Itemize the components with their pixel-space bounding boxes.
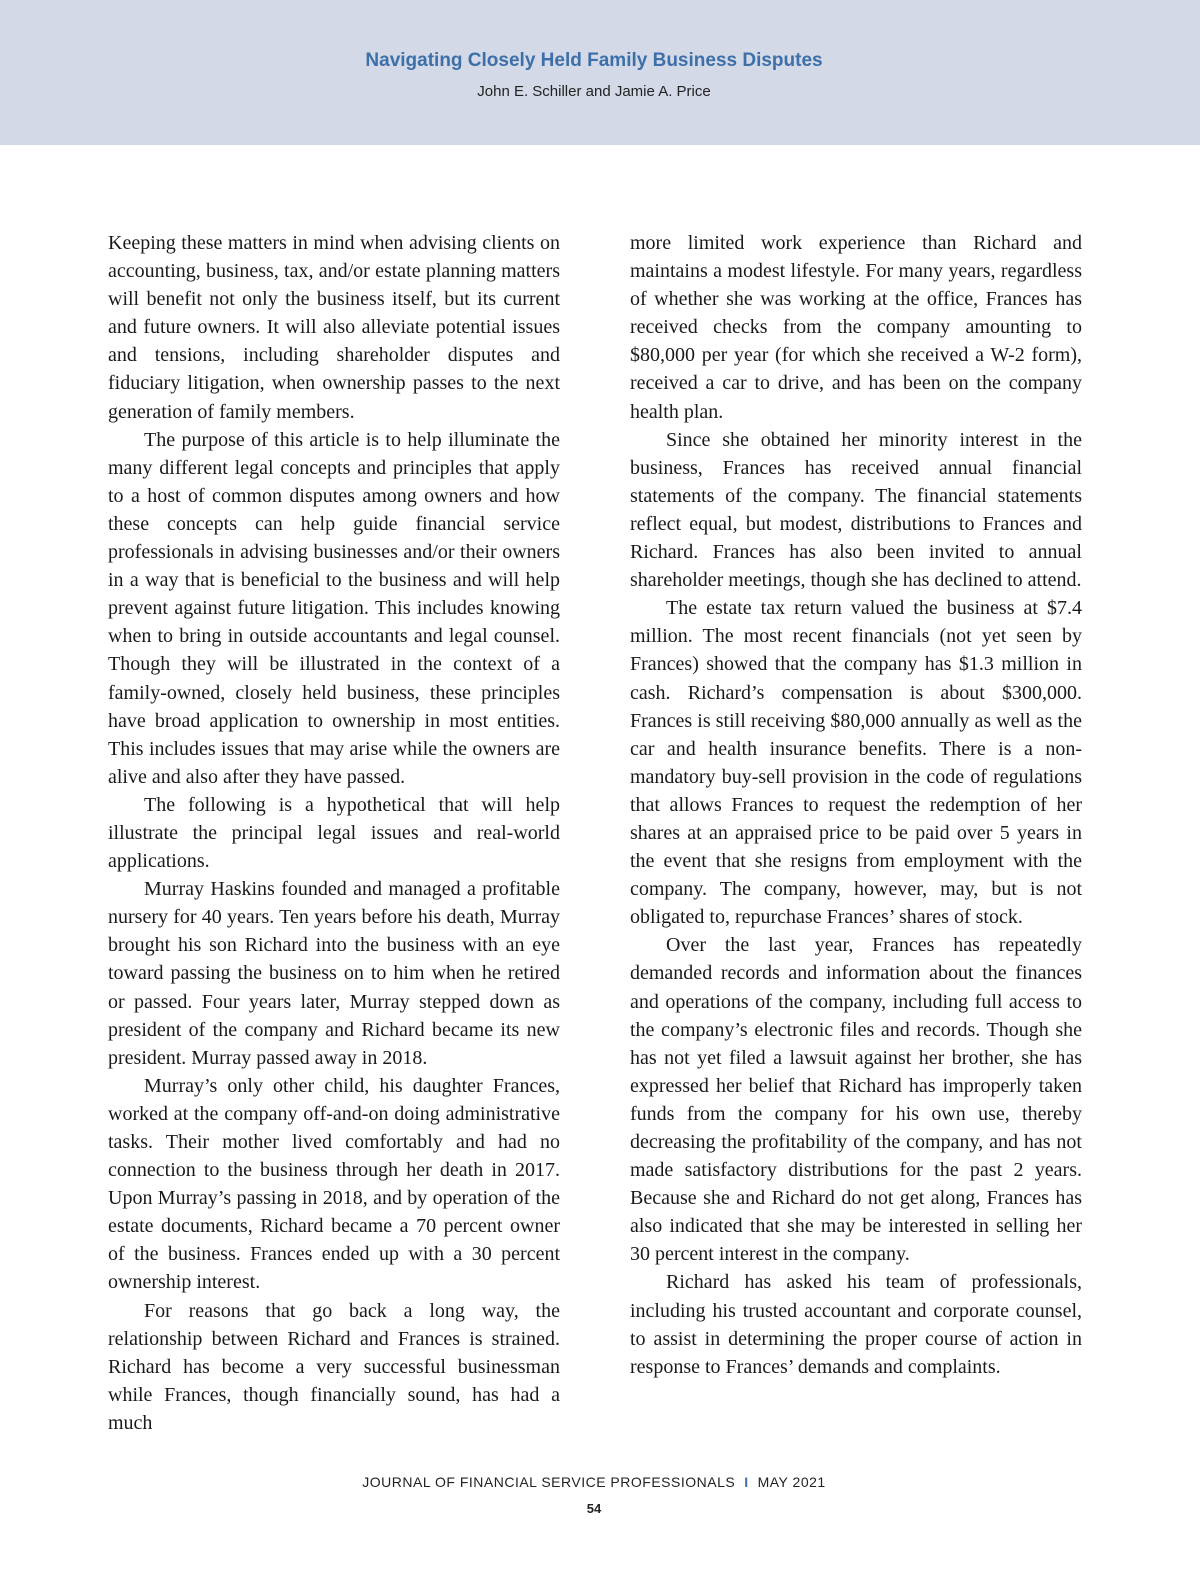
body-paragraph: Since she obtained her minority interest in the business, Frances has received annual financial statements of the company. The financial statements reflect equal, but modest, distributions to Frances and Richard. Frances has also been invited to annual shareholder meetings, though she has declined to attend.	[630, 428, 1082, 592]
body-paragraph: Murray Haskins founded and managed a profitable nursery for 40 years. Ten years before his death, Murray brought his son Richard into the business with an eye toward passing the business on to him when he retired or passed. Four years later, Murray stepped down as president of the company and Richard became its new president. Murray passed away in 2018.	[108, 878, 560, 1069]
body-paragraph: The estate tax return valued the business at $7.4 million. The most recent financials (not yet seen by Frances) showed that the company has $1.3 million in cash. Richard’s compensation is about $300,000. Frances is still receiving $80,000 annually as well as the car and health insurance benefits. There is a non-mandatory buy-sell provision in the code of regulations that allows Frances to request the redemption of her shares at an appraised price to be paid over 5 years in the event that she resigns from employment with the company. The company, however, may, but is not obligated to, repurchase Frances’ shares of stock.	[630, 597, 1082, 929]
running-header	[0, 0, 1200, 145]
journal-name: JOURNAL OF FINANCIAL SERVICE PROFESSIONALS	[362, 1474, 736, 1490]
page-number: 54	[586, 1501, 602, 1516]
body-paragraph: Keeping these matters in mind when advising clients on accounting, business, tax, and/or estate planning matters will benefit not only the business itself, but its current and future owners. It will also alleviate potential issues and tensions, including shareholder disputes and fiduciary litigation, when ownership passes to the next generation of family members.	[108, 232, 560, 423]
body-paragraph: The purpose of this article is to help illuminate the many different legal concepts and principles that apply to a host of common disputes among owners and how these concepts can help guide financial service professionals in advising businesses and/or their owners in a way that is beneficial to the business and will help prevent against future litigation. This includes knowing when to bring in outside accountants and legal counsel. Though they will be illustrated in the context of a family-owned, closely held business, these principles have broad application to ownership in most entities. This includes issues that may arise while the owners are alive and also after they have passed.	[108, 428, 560, 788]
body-paragraph: Murray’s only other child, his daughter Frances, worked at the company off-and-on doing administrative tasks. Their mother lived comfortably and had no connection to the business through her death in 2017. Upon Murray’s passing in 2018, and by operation of the estate documents, Richard became a 70 percent owner of the business. Frances ended up with a 30 percent ownership interest.	[108, 1074, 560, 1294]
body-paragraph: Over the last year, Frances has repeatedly demanded records and information about the finances and operations of the company, including full access to the company’s electronic files and records. Though she has not yet filed a lawsuit against her brother, she has expressed her belief that Richard has improperly taken funds from the company for his own use, thereby decreasing the profitability of the company, and has not made satisfactory distributions for the past 2 years. Because she and Richard do not get along, Frances has also indicated that she may be interested in selling her 30 percent interest in the company.	[630, 934, 1082, 1266]
left-column	[108, 229, 560, 1437]
body-paragraph: For reasons that go back a long way, the relationship between Richard and Frances is strained. Richard has become a very successful businessman while Frances, though financially sound, has had a much	[108, 1299, 560, 1434]
body-paragraph: Richard has asked his team of professionals, including his trusted accountant and corporate counsel, to assist in determining the proper course of action in response to Frances’ demands and complaints.	[630, 1271, 1082, 1378]
issue-date: MAY 2021	[757, 1474, 826, 1490]
footer-separator: I	[744, 1474, 749, 1490]
body-paragraph: more limited work experience than Richard and maintains a modest lifestyle. For many years, regardless of whether she was working at the office, Frances has received checks from the company amounting to $80,000 per year (for which she received a W-2 form), received a car to drive, and has been on the company health plan.	[630, 232, 1082, 423]
right-column	[630, 229, 1082, 1381]
article-title: Navigating Closely Held Family Business Disputes	[365, 50, 823, 71]
journal-footer	[0, 1474, 1188, 1490]
article-authors: John E. Schiller and Jamie A. Price	[477, 83, 711, 100]
body-paragraph: The following is a hypothetical that will help illustrate the principal legal issues and real-world applications.	[108, 793, 560, 873]
